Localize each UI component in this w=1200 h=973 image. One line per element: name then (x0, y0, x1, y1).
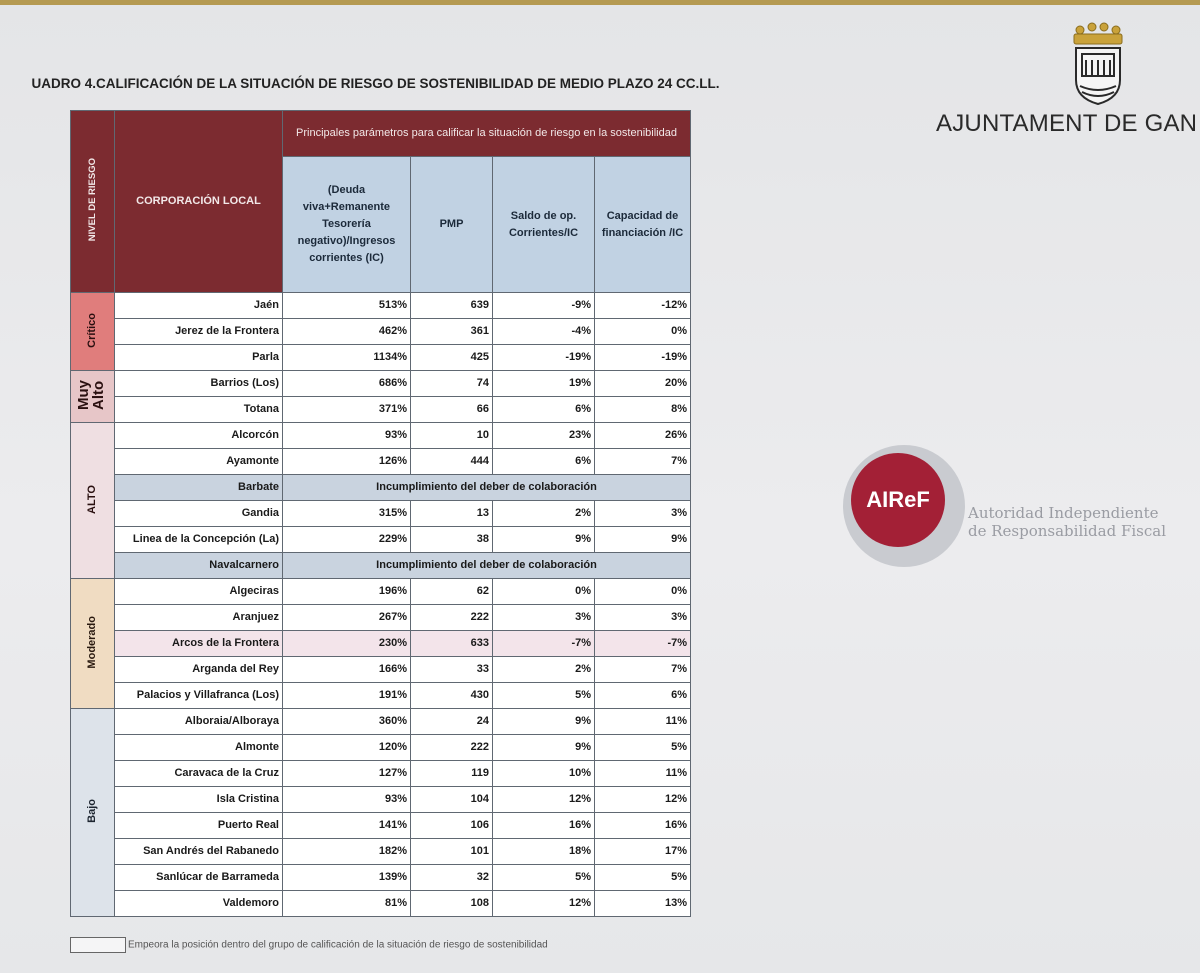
cell-saldo: 9% (493, 527, 595, 553)
cell-pmp: 430 (411, 683, 493, 709)
cell-capacidad: -7% (595, 631, 691, 657)
cell-saldo: 2% (493, 657, 595, 683)
cell-capacidad: 13% (595, 891, 691, 917)
table-row (71, 579, 691, 605)
cell-deuda: 166% (283, 657, 411, 683)
caption-number: UADRO 4. (31, 76, 96, 91)
table-row (71, 293, 691, 319)
cell-deuda: 126% (283, 449, 411, 475)
airef-name-line2: de Responsabilidad Fiscal (968, 522, 1167, 540)
nivel-header: NIVEL DE RIESGO (71, 111, 115, 293)
table-row (71, 631, 691, 657)
col-capacidad-header: Capacidad de financiación /IC (595, 157, 691, 293)
cell-saldo: 19% (493, 371, 595, 397)
row-name: Alcorcón (115, 423, 283, 449)
cell-capacidad: 20% (595, 371, 691, 397)
cell-capacidad: 11% (595, 709, 691, 735)
cell-capacidad: 17% (595, 839, 691, 865)
level-bajo: Bajo (71, 709, 115, 917)
cell-saldo: 9% (493, 709, 595, 735)
cell-deuda: 229% (283, 527, 411, 553)
cell-pmp: 639 (411, 293, 493, 319)
caption-title: CALIFICACIÓN DE LA SITUACIÓN DE RIESGO DE SOSTENIBILIDAD DE MEDIO PLAZO 24 CC.LL. (96, 76, 720, 91)
cell-pmp: 32 (411, 865, 493, 891)
cell-capacidad: -12% (595, 293, 691, 319)
row-name: Almonte (115, 735, 283, 761)
cell-capacidad: 7% (595, 657, 691, 683)
cell-pmp: 361 (411, 319, 493, 345)
cell-deuda: 141% (283, 813, 411, 839)
cell-deuda: 360% (283, 709, 411, 735)
cell-deuda: 196% (283, 579, 411, 605)
table-row (71, 319, 691, 345)
cell-saldo: 16% (493, 813, 595, 839)
cell-saldo: 6% (493, 397, 595, 423)
cell-saldo: 12% (493, 891, 595, 917)
cell-deuda: 182% (283, 839, 411, 865)
cell-capacidad: 0% (595, 579, 691, 605)
row-name: Jaén (115, 293, 283, 319)
table-row (71, 553, 691, 579)
cell-deuda: 93% (283, 423, 411, 449)
cell-pmp: 633 (411, 631, 493, 657)
city-name: AJUNTAMENT DE GAN (936, 110, 1198, 137)
table-row (71, 605, 691, 631)
cell-saldo: 3% (493, 605, 595, 631)
city-crest-icon (1068, 20, 1128, 108)
col-saldo-header: Saldo de op. Corrientes/IC (493, 157, 595, 293)
cell-capacidad: 8% (595, 397, 691, 423)
cell-deuda: 139% (283, 865, 411, 891)
cell-deuda: 230% (283, 631, 411, 657)
table-row (71, 709, 691, 735)
cell-capacidad: 3% (595, 605, 691, 631)
cell-capacidad: 26% (595, 423, 691, 449)
cell-deuda: 267% (283, 605, 411, 631)
cell-saldo: 23% (493, 423, 595, 449)
cell-saldo: 12% (493, 787, 595, 813)
row-name: Totana (115, 397, 283, 423)
table-row (71, 735, 691, 761)
cell-pmp: 119 (411, 761, 493, 787)
table-row (71, 397, 691, 423)
level-alto: ALTO (71, 423, 115, 579)
cell-pmp: 425 (411, 345, 493, 371)
table-row (71, 527, 691, 553)
cell-pmp: 104 (411, 787, 493, 813)
row-name: Gandia (115, 501, 283, 527)
cell-pmp: 62 (411, 579, 493, 605)
legend-swatch (70, 937, 126, 953)
row-name: Arcos de la Frontera (115, 631, 283, 657)
cell-capacidad: -19% (595, 345, 691, 371)
cell-pmp: 66 (411, 397, 493, 423)
cell-capacidad: 9% (595, 527, 691, 553)
cell-capacidad: 16% (595, 813, 691, 839)
cell-pmp: 10 (411, 423, 493, 449)
table-row (71, 501, 691, 527)
cell-saldo: 18% (493, 839, 595, 865)
incumplimiento-note: Incumplimiento del deber de colaboración (283, 475, 691, 501)
table-row (71, 449, 691, 475)
row-name: Jerez de la Frontera (115, 319, 283, 345)
airef-logo-mark: AIReF (851, 453, 945, 547)
cell-pmp: 222 (411, 605, 493, 631)
cell-saldo: -19% (493, 345, 595, 371)
row-name: Valdemoro (115, 891, 283, 917)
row-name: Barrios (Los) (115, 371, 283, 397)
row-name: Puerto Real (115, 813, 283, 839)
table-row (71, 683, 691, 709)
col-deuda-header: (Deuda viva+Remanente Tesorería negativo)/Ingresos corrientes (IC) (283, 157, 411, 293)
cell-saldo: -4% (493, 319, 595, 345)
cell-capacidad: 3% (595, 501, 691, 527)
cell-deuda: 462% (283, 319, 411, 345)
cell-pmp: 106 (411, 813, 493, 839)
cell-pmp: 24 (411, 709, 493, 735)
incumplimiento-note: Incumplimiento del deber de colaboración (283, 553, 691, 579)
cell-saldo: 0% (493, 579, 595, 605)
level-moderado: Moderado (71, 579, 115, 709)
cell-capacidad: 11% (595, 761, 691, 787)
cell-capacidad: 6% (595, 683, 691, 709)
table-row (71, 813, 691, 839)
table-row (71, 371, 691, 397)
cell-pmp: 101 (411, 839, 493, 865)
cell-deuda: 93% (283, 787, 411, 813)
cell-pmp: 13 (411, 501, 493, 527)
row-name: Navalcarnero (115, 553, 283, 579)
table-row (71, 423, 691, 449)
col-pmp-header: PMP (411, 157, 493, 293)
row-name: San Andrés del Rabanedo (115, 839, 283, 865)
cell-pmp: 108 (411, 891, 493, 917)
cell-deuda: 127% (283, 761, 411, 787)
table-row (71, 475, 691, 501)
cell-capacidad: 5% (595, 735, 691, 761)
cell-saldo: -9% (493, 293, 595, 319)
level-critico: Crítico (71, 293, 115, 371)
cell-deuda: 513% (283, 293, 411, 319)
level-muy-alto: Muy Alto (71, 371, 115, 423)
risk-table (70, 110, 691, 917)
cell-pmp: 222 (411, 735, 493, 761)
row-name: Alboraia/Alboraya (115, 709, 283, 735)
airef-name-line1: Autoridad Independiente (968, 504, 1159, 522)
cell-deuda: 371% (283, 397, 411, 423)
cell-pmp: 38 (411, 527, 493, 553)
cell-pmp: 444 (411, 449, 493, 475)
row-name: Ayamonte (115, 449, 283, 475)
legend-text: Empeora la posición dentro del grupo de calificación de la situación de riesgo de sostenibilidad (128, 939, 548, 951)
row-name: Linea de la Concepción (La) (115, 527, 283, 553)
table-row (71, 787, 691, 813)
cell-saldo: 5% (493, 683, 595, 709)
table-row (71, 865, 691, 891)
table-row (71, 761, 691, 787)
cell-saldo: 5% (493, 865, 595, 891)
table-row (71, 839, 691, 865)
cell-deuda: 120% (283, 735, 411, 761)
top-edge (0, 0, 1200, 5)
cell-capacidad: 0% (595, 319, 691, 345)
row-name: Barbate (115, 475, 283, 501)
cell-capacidad: 5% (595, 865, 691, 891)
cell-pmp: 33 (411, 657, 493, 683)
cell-capacidad: 12% (595, 787, 691, 813)
row-name: Parla (115, 345, 283, 371)
row-name: Aranjuez (115, 605, 283, 631)
cell-deuda: 191% (283, 683, 411, 709)
params-header: Principales parámetros para calificar la situación de riesgo en la sostenibilidad (283, 111, 691, 157)
cell-pmp: 74 (411, 371, 493, 397)
cell-deuda: 1134% (283, 345, 411, 371)
cell-deuda: 81% (283, 891, 411, 917)
table-caption (0, 76, 720, 91)
legend (70, 937, 548, 953)
row-name: Isla Cristina (115, 787, 283, 813)
airef-name (968, 504, 1166, 540)
airef-logo (843, 445, 965, 567)
table-row (71, 657, 691, 683)
row-name: Algeciras (115, 579, 283, 605)
cell-saldo: 2% (493, 501, 595, 527)
cell-capacidad: 7% (595, 449, 691, 475)
corp-header: CORPORACIÓN LOCAL (115, 111, 283, 293)
table-row (71, 891, 691, 917)
cell-saldo: -7% (493, 631, 595, 657)
cell-saldo: 9% (493, 735, 595, 761)
cell-deuda: 315% (283, 501, 411, 527)
row-name: Caravaca de la Cruz (115, 761, 283, 787)
cell-saldo: 6% (493, 449, 595, 475)
row-name: Sanlúcar de Barrameda (115, 865, 283, 891)
row-name: Palacios y Villafranca (Los) (115, 683, 283, 709)
cell-deuda: 686% (283, 371, 411, 397)
table-row (71, 345, 691, 371)
cell-saldo: 10% (493, 761, 595, 787)
row-name: Arganda del Rey (115, 657, 283, 683)
